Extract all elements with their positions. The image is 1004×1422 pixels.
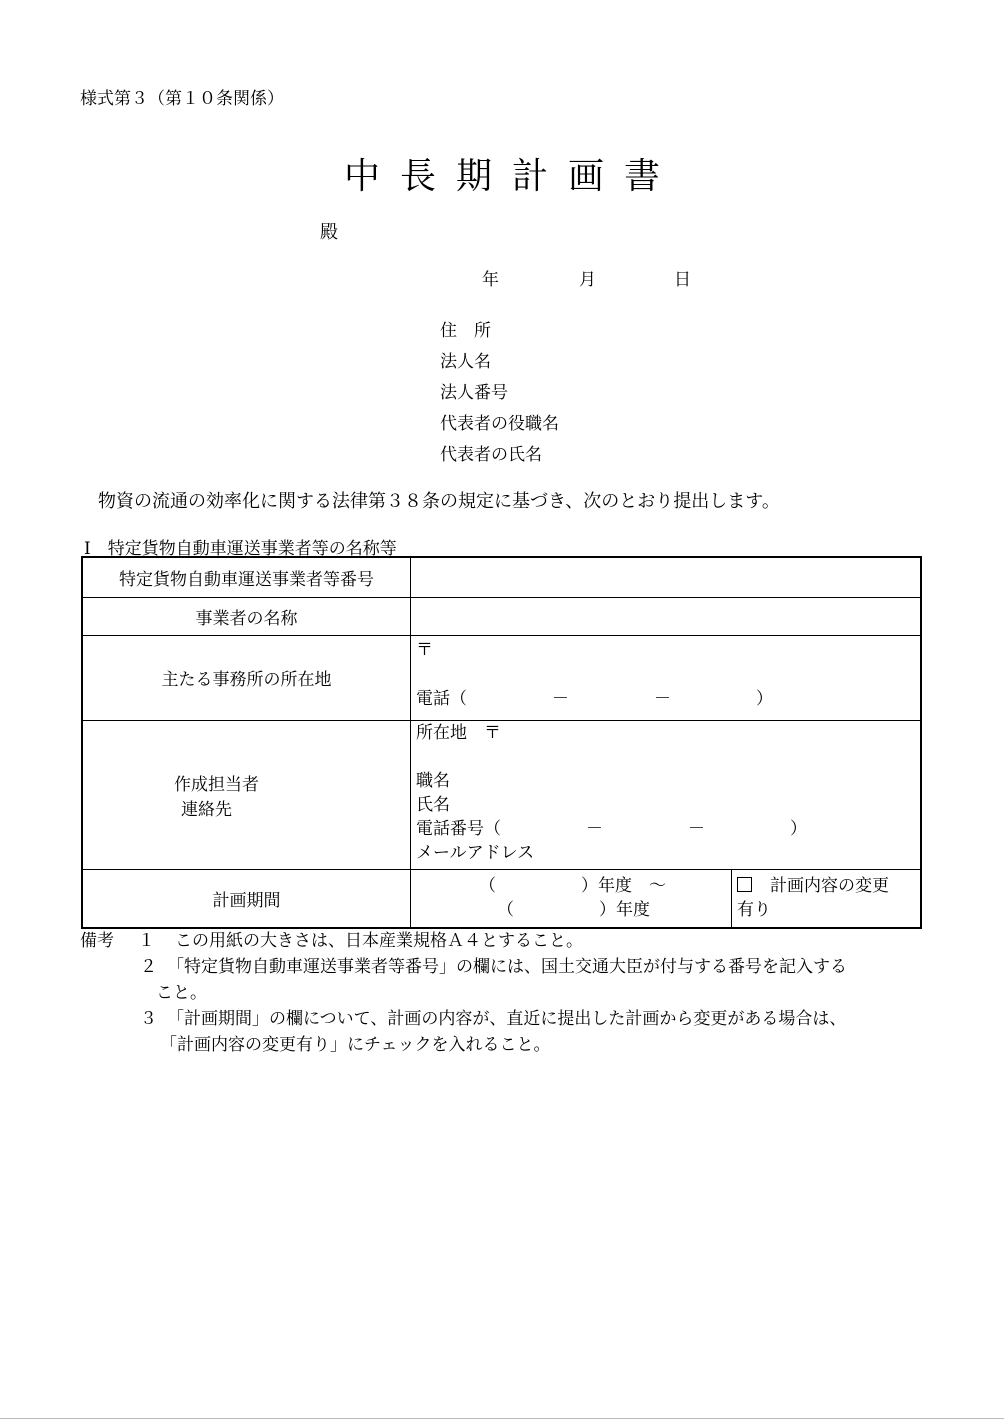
contact-person-label [82,720,411,869]
applicant-block [440,316,559,471]
plan-period-years[interactable] [411,870,732,927]
note-2-text-line1: 「特定貨物自動車運送事業者等番号」の欄には、国土交通大臣が付与する番号を記入する [167,957,847,977]
main-office-label: 主たる事務所の所在地 [82,635,411,720]
page-bottom-border [0,1418,1004,1419]
note-row-3b [80,1032,551,1058]
notes-heading: 備考 [80,931,114,951]
contact-person-field[interactable] [411,720,922,869]
plan-change-text: 計画内容の変更 [770,876,889,896]
page-title: 中長期計画書 [343,156,680,197]
applicant-corporate-number-label: 法人番号 [440,383,508,403]
statement: 物資の流通の効率化に関する法律第３８条の規定に基づき、次のとおり提出します。 [98,491,780,512]
note-3-text-line1: 「計画期間」の欄について、計画の内容が、直近に提出した計画から変更がある場合は、 [167,1009,847,1029]
table-row [82,720,921,869]
main-office-phone: 電話（ － － ） [416,688,773,709]
plan-period-field [411,869,922,928]
date-day: 日 [674,270,691,290]
note-row-1 [80,928,583,954]
contact-name: 氏名 [416,794,450,815]
table-row [82,597,921,635]
contact-phone: 電話番号（ － － ） [416,818,807,839]
date-month: 月 [579,270,596,290]
note-2-text-line2: こと。 [156,983,207,1003]
plan-change-cell[interactable] [732,870,921,927]
note-row-3 [80,1006,847,1032]
main-office-postal: 〒 [416,639,433,660]
contact-position: 職名 [416,770,450,791]
note-1-number: １ [138,931,155,951]
contact-label-line2: 連絡先 [181,799,232,820]
note-row-2 [80,954,847,980]
section-title: Ⅰ 特定貨物自動車運送事業者等の名称等 [84,539,397,559]
plan-change-checkbox[interactable] [737,877,752,892]
note-1-text: この用紙の大きさは、日本産業規格Ａ４とすること。 [175,931,583,951]
operator-name-field[interactable] [411,597,922,635]
table-row [82,557,921,597]
applicant-representative-title-label: 代表者の役職名 [440,414,559,434]
table-row [82,869,921,928]
plan-period-start: （ ）年度 ～ [479,876,666,896]
notes [80,928,847,1058]
applicant-corporate-name-label: 法人名 [440,352,491,372]
contact-location: 所在地 〒 [416,722,501,743]
note-2-number: ２ [140,957,157,977]
form-number: 様式第３（第１０条関係） [80,89,284,109]
note-row-2b [80,980,207,1006]
contact-email: メールアドレス [416,842,535,863]
date-year: 年 [482,270,499,290]
operator-number-field[interactable] [411,557,922,597]
date-line [482,265,691,290]
operator-name-label: 事業者の名称 [82,597,411,635]
contact-label-line1: 作成担当者 [174,774,259,795]
applicant-representative-name-label: 代表者の氏名 [440,445,542,465]
note-3-number: ３ [140,1009,157,1029]
applicant-address-label: 住 所 [440,321,491,341]
note-3-text-line2: 「計画内容の変更有り」にチェックを入れること。 [160,1035,551,1055]
addressee-suffix: 殿 [320,222,338,243]
plan-change-line2: 有り [737,900,771,920]
operator-number-label: 特定貨物自動車運送事業者等番号 [82,557,411,597]
main-office-field[interactable] [411,635,922,720]
table-row [82,635,921,720]
info-table [81,556,922,929]
plan-period-end: （ ）年度 [497,900,650,920]
plan-period-label: 計画期間 [82,869,411,928]
plan-change-line1 [737,874,920,898]
